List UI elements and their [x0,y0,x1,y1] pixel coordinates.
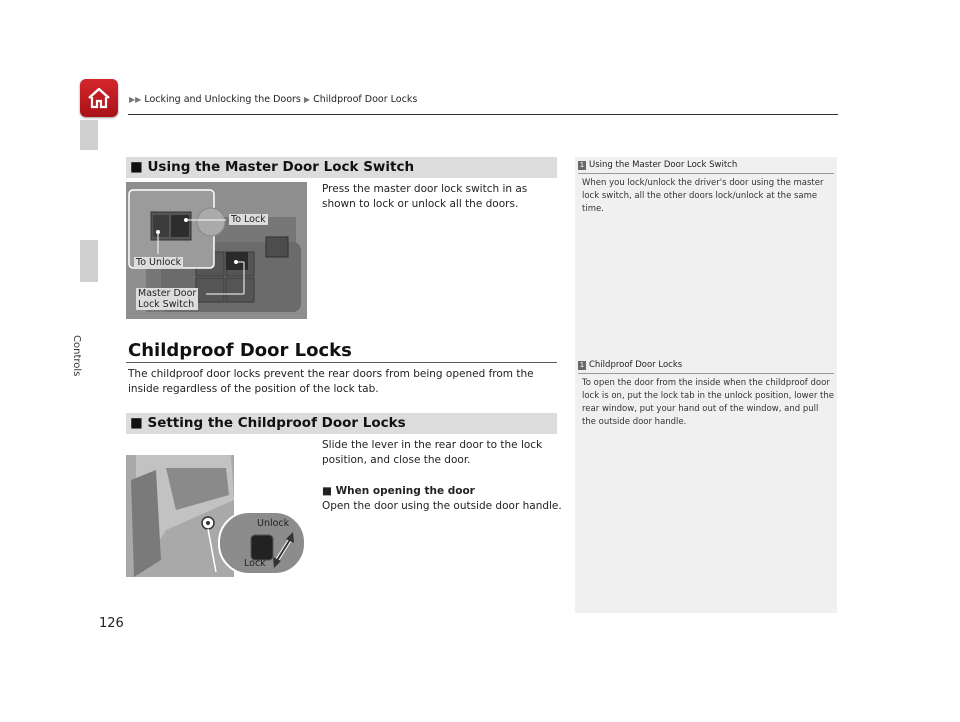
breadcrumb-link-locking[interactable]: Locking and Unlocking the Doors [144,94,301,105]
section2-subbody: Open the door using the outside door handle. [322,500,562,512]
triangle-right-icon: ▶ [303,95,311,104]
title-rule [126,362,557,363]
section-heading-master-lock: ■ Using the Master Door Lock Switch [126,157,557,178]
black-square-icon: ■ [130,159,143,175]
callout-unlock: Unlock [257,518,290,529]
home-button[interactable] [80,79,118,117]
childproof-lock-illustration [126,440,307,577]
page-title: Childproof Door Locks [128,340,352,361]
note-text: To open the door from the inside when the childproof door lock is on, put the lock tab in the unlock position, lower the rear window, put your hand out of the window, and pull the outside door handle. [582,378,835,427]
black-square-icon: ■ [322,485,332,497]
section2-content [322,438,562,514]
note-number-badge: 1 [579,160,585,169]
callout-to-lock: To Lock [231,214,266,225]
header-rule [128,114,838,115]
note-title: Using the Master Door Lock Switch [589,160,738,170]
master-switch-illustration [126,182,307,319]
subheading-opening: ■ When opening the door [322,485,475,497]
note-rule [578,373,834,374]
side-tab-active [80,240,98,282]
callout-master-switch: Master Door Lock Switch [138,288,197,310]
side-tab-marker [80,120,98,150]
note-number-badge: 1 [579,360,585,369]
page-number: 126 [99,616,124,631]
note-childproof [578,360,834,429]
note-title: Childproof Door Locks [589,360,683,370]
home-icon [86,86,112,110]
note-master-lock [578,160,834,216]
note-text: When you lock/unlock the driver's door using the master lock switch, all the other doors lock/unlock at the same time. [582,178,824,214]
section2-body: Slide the lever in the rear door to the lock position, and close the door. [322,439,543,466]
note-rule [578,173,834,174]
callout-lock: Lock [244,558,266,569]
section-heading-childproof: ■ Setting the Childproof Door Locks [126,413,557,434]
callout-to-unlock: To Unlock [136,257,182,268]
main-intro: The childproof door locks prevent the rear doors from being opened from the inside regardless of the position of the lock tab. [128,368,534,395]
breadcrumb-current: Childproof Door Locks [313,94,418,105]
triangle-right-icon: ▶▶ [129,95,142,104]
chapter-label: Controls [71,335,82,377]
section1-body: Press the master door lock switch in as shown to lock or unlock all the doors. [322,183,528,210]
breadcrumb [129,94,417,105]
black-square-icon: ■ [130,415,143,431]
